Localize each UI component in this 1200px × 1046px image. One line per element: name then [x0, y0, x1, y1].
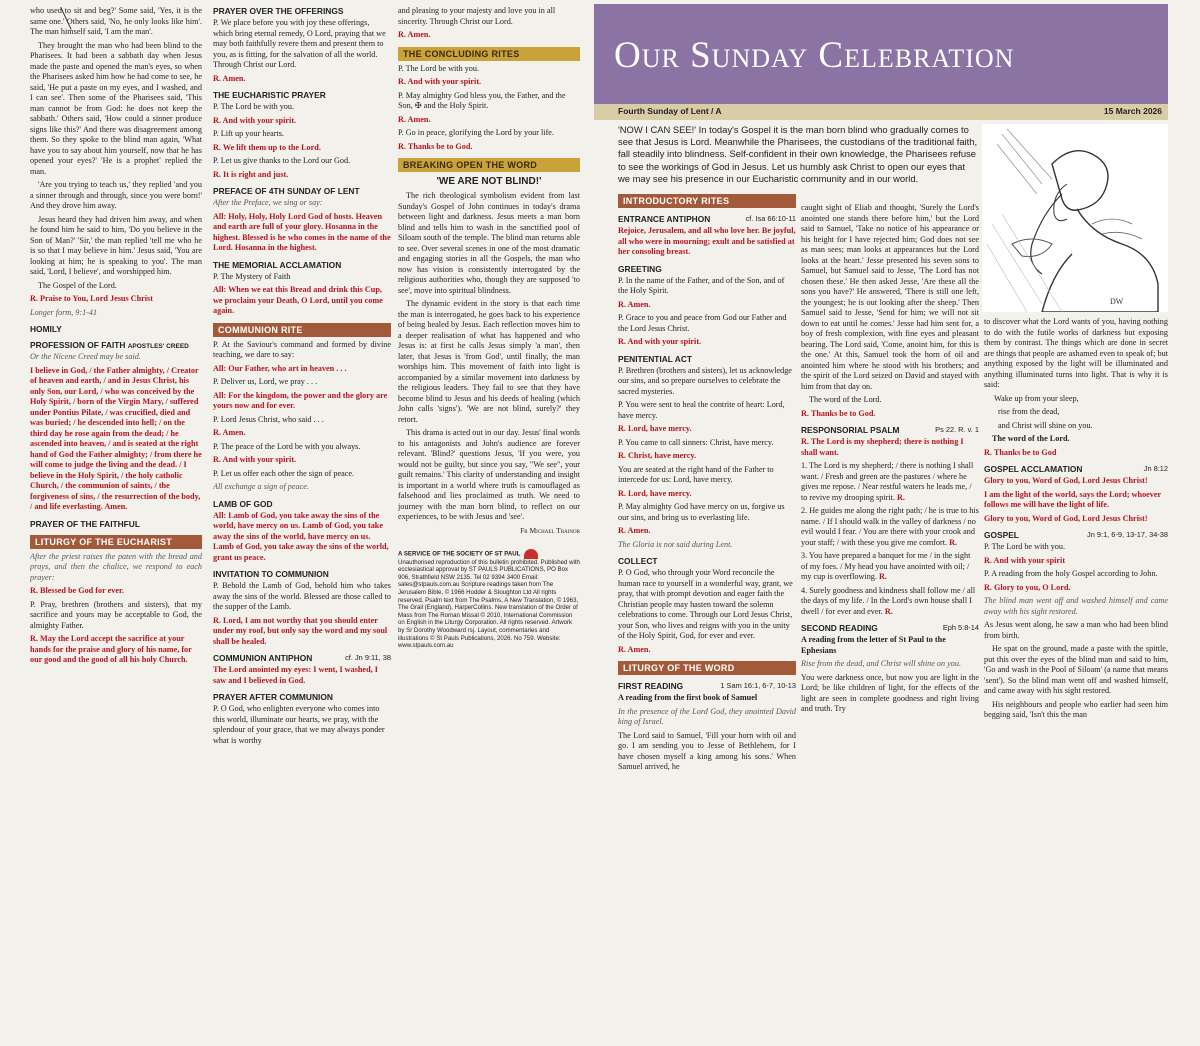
intro-text: 'NOW I CAN SEE!' In today's Gospel it is the man born blind who gradually comes to see that Jesus is Lord. Meanwhile the Pharisees, the custodians of the traditional faith, fall steadily into blindness. Self-confident in their own knowledge, the Pharisees refuse to see the workings of God in Jesus. Let us humbly ask Christ to open our eyes that we may see his presence in our Eucharistic community and in our world.: [618, 124, 978, 184]
acclamation: Glory to you, Word of God, Lord Jesus Christ!: [984, 513, 1148, 523]
response: R. And with your spirit.: [213, 115, 297, 125]
psalm-heading: RESPONSORIAL PSALM Ps 22. R. v. 1: [801, 425, 979, 435]
creed-heading: PROFESSION OF FAITH APOSTLES' CREED: [30, 340, 189, 350]
prayer-faithful-heading: PRAYER OF THE FAITHFUL: [30, 518, 140, 529]
communion-antiphon: The Lord anointed my eyes: I went, I washed, I saw and I believed in God.: [213, 665, 378, 685]
apostles-creed: I believe in God, / the Father almighty, / Creator of heaven and earth, / and in Jesus Christ, his only Son, our Lord, / who was conceived by the Holy Spirit, / born of the Virgin Mary, / suffered under Pontius Pilate, / was crucified, died and was buried; / he descended into hell; / on the third day he rose again from the dead; / he ascended into heaven, / and is seated at the right hand of God the Father almighty; / from there he will come to judge the living and the dead. / I believe in the Holy Spirit, / the holy catholic Church, / the communion of saints, / the forgiveness of sins, / the resurrection of the body, / and life everlasting. Amen.: [30, 365, 202, 511]
first-reading: The Lord said to Samuel, 'Fill your horn with oil and go. I am sending you to Jesse of Bethlehem, for I have chosen myself a king among his sons.' When Samuel arrived, he: [618, 730, 796, 771]
washing-figure-icon: [982, 124, 1168, 312]
response: R. We lift them up to the Lord.: [213, 142, 321, 152]
peace-note: All exchange a sign of peace.: [213, 482, 309, 491]
homily-heading: HOMILY: [30, 324, 62, 334]
line: P. May almighty God have mercy on us, forgive us our sins, and bring us to everlasting life.: [618, 502, 785, 522]
occasion-bar: [594, 104, 1168, 120]
memorial-heading: THE MEMORIAL ACCLAMATION: [213, 259, 342, 270]
band-liturgy-eucharist: LITURGY OF THE EUCHARIST: [30, 535, 202, 549]
article-title: 'WE ARE NOT BLIND!': [436, 176, 542, 187]
line: P. Go in peace, glorifying the Lord by your life.: [398, 128, 554, 137]
column-4b: [801, 197, 979, 1046]
article-text: The rich theological symbolism evident from last Sunday's Gospel of John continues in today's drama between light and darkness. Jesus meets a man born blind and tells him to wash in the sanctified pool of Siloam south of the temple. The blind man returns able to see. Over several scenes in one of the most dramatic and engaging stories in all the Gospels, the man who now has vision is consistently interrogated by the religious authorities who, though they are supposed 'to see', move into spiritual blindness.: [398, 191, 580, 295]
preface-note: After the Preface, we sing or say:: [213, 198, 323, 207]
response: All: Our Father, who art in heaven . . .: [213, 363, 347, 373]
word-of-lord: The word of the Lord.: [809, 395, 882, 404]
response: R. And with your spirit.: [618, 337, 702, 346]
prayer-cont: and pleasing to your majesty and love you in all sincerity. Through Christ our Lord.: [398, 6, 556, 26]
line: P. You were sent to heal the contrite of heart: Lord, have mercy.: [618, 400, 785, 420]
second-reading-cont: to discover what the Lord wants of you, having nothing to do with the futile works of darkness but exposing them by contrast. The things which are done in secret are things that people are ashamed even to speak of; but anything exposed by the light will be illuminated and anything illuminated turns into light. That is why it is said:: [984, 317, 1168, 389]
gospel-end: The Gospel of the Lord.: [38, 280, 117, 290]
creed-note: Or the Nicene Creed may be said.: [30, 352, 141, 361]
second-reading-heading: SECOND READING Eph 5:8-14: [801, 623, 979, 633]
line: P. A reading from the holy Gospel according to John.: [984, 569, 1158, 578]
line: P. The Lord be with you.: [213, 102, 295, 111]
response: R. Christ, have mercy.: [618, 451, 697, 460]
copyright-notice: Unauthorised reproduction of this bulletin prohibited. Published with ecclesiastical approval by ST PAULS PUBLICATIONS, PO Box 906, Strathfield NSW 2135. Tel 02 9394 3400 Email: sales@stpauls.com.au Scripture readings taken from The Jerusalem Bible, © 1966 Hodder & Stoughton Ltd All rights reserved. Psalm text from The Psalms, A New Translation, © 1963, The Grail (England), HarperCollins. New translation of the Order of Mass from The Roman Missal © 2010, International Commission on English in the Liturgy Corporation. All rights reserved. Artwork by Sr Dorothy Woodward rsj. Layout, commentaries and illustrations © St Pauls Publications, 2026. No 759. Website: www.stpauls.com.au: [398, 558, 580, 650]
response: R. Amen.: [213, 428, 246, 437]
band-introductory-rites: INTRODUCTORY RITES: [618, 194, 796, 208]
gospel-text: As Jesus went along, he saw a man who had been blind from birth.: [984, 620, 1168, 640]
response: R. It is right and just.: [213, 169, 289, 179]
acclamation: Glory to you, Word of God, Lord Jesus Christ!: [984, 476, 1148, 485]
offerings-prayer: P. We place before you with joy these offerings, which bring eternal remedy, O Lord, praying that we may both faithfully revere them and present them to you, as is fitting, for the salvation of all the world. Through Christ our Lord.: [213, 18, 386, 69]
publisher-service: A SERVICE OF THE SOCIETY OF ST PAUL: [398, 549, 580, 559]
gospel-text: 'Are you trying to teach us,' they replied 'and you a sinner through and through, since you were born!' And they drove him away.: [30, 180, 202, 210]
line: P. Let us offer each other the sign of peace.: [213, 468, 355, 478]
line: You are seated at the right hand of the Father to intercede for us: Lord, have mercy.: [618, 464, 774, 484]
article-text: The dynamic evident in the story is that each time the man is interrogated, he goes back to his experience of being healed by Jesus. Each reflection moves him to a deeper realisation of what has happened and who Jesus is: at first he calls Jesus simply 'a man', then later, that Jesus is 'from God', until finally, the man worships him. This movement of faith into light is accompanied by a similar movement into darkness by the religious leaders. They fail to see that they have become blind to Jesus and his deeds of healing (which John calls 'signs'). 'We are not blind, surely?' they retort.: [398, 299, 580, 424]
line: P. At the Saviour's command and formed by divine teaching, we dare to say:: [213, 339, 391, 359]
first-reading-cont: caught sight of Eliab and thought, 'Surely the Lord's anointed one stands there before him,' but the Lord said to Samuel, 'Take no notice of his appearance or his height for I have rejected him; God does not see as man sees; man looks at appearances but the Lord looks at the heart.' Jesse presented his seven sons to Samuel, but Samuel said to Jesse, 'The Lord has not chosen these.' He then asked Jesse, 'Are these all the sons you have?' He answered, 'There is still one left, the youngest; he is out looking after the sheep.' Then Samuel said to Jesse, 'Send for him; we will not sit down to eat until he comes.' Jesse had him sent for, a boy of fresh complexion, with fine eyes and pleasant bearing. The Lord said, 'Come, anoint him, for this is the one.' At this, Samuel took the horn of oil and anointed him where he stood with his brothers; and the spirit of the Lord seized on David and stayed with him from that day on.: [801, 203, 979, 391]
sanctus: All: Holy, Holy, Holy Lord God of hosts. Heaven and earth are full of your glory. Hosanna in the highest. Blessed is he who comes in the name of the Lord. Hosanna in the highest.: [213, 211, 391, 252]
psalm-verse: 3. You have prepared a banquet for me / in the sight of my foes. / My head you have anointed with oil; / my cup is overflowing. R.: [801, 551, 971, 581]
response: R. Lord, have mercy.: [618, 424, 692, 433]
masthead: [594, 4, 1168, 104]
article-text: This drama is acted out in our day. Jesus' final words to his antagonists and John's audience are forever relevant. 'Blind?' questions Jesus, 'If you were, you would not be guilty, but since you say, "We see", your guilt remains.' This clarity of understanding and insight is important in a world where truth is camouflaged as falsehood and lies proclaimed as truth. We need to journey with the man born blind, to reflect on our experiences, to be with Jesus and 'see'.: [398, 428, 580, 521]
lamb-of-god: All: Lamb of God, you take away the sins of the world, have mercy on us. Lamb of God, you take away the sins of the world, have mercy on us. Lamb of God, you take away the sins of the world, grant us peace.: [213, 510, 389, 562]
amen: R. Amen.: [213, 73, 246, 83]
line: P. Deliver us, Lord, we pray . . .: [213, 377, 318, 386]
offerings-heading: PRAYER OVER THE OFFERINGS: [213, 6, 344, 16]
first-reading-note: In the presence of the Lord God, they anointed David king of Israel.: [618, 706, 796, 726]
blind-man-illustration: [982, 124, 1168, 312]
gospel-response: R. Praise to You, Lord Jesus Christ: [30, 294, 153, 303]
response: R. Amen.: [618, 644, 651, 654]
bulletin-title: Our Sunday Celebration: [614, 35, 1015, 76]
gospel-text: His neighbours and people who earlier had seen him begging said, 'Isn't this the man: [984, 699, 1168, 719]
eucharistic-prayer-heading: THE EUCHARISTIC PRAYER: [213, 90, 326, 100]
artist-signature: DW: [1110, 297, 1124, 306]
amen: R. Amen.: [398, 30, 431, 39]
psalm-response: R. The Lord is my shepherd; there is nothing I shall want.: [801, 437, 964, 457]
longer-form-note: Longer form, 9:1-41: [30, 307, 98, 317]
gospel-heading: GOSPEL Jn 9:1, 6-9, 13-17, 34-38: [984, 530, 1168, 540]
line: P. Let us give thanks to the Lord our God.: [213, 156, 351, 165]
band-breaking-word: BREAKING OPEN THE WORD: [398, 158, 580, 172]
column-1: [30, 0, 202, 849]
gospel-note: The blind man went off and washed himself and came away with his sight restored.: [984, 596, 1168, 616]
invitation-response: R. Lord, I am not worthy that you should enter under my roof, but only say the word and my soul shall be healed.: [213, 615, 388, 646]
eucharist-note: After the priest raises the paten with the bread and prays, and then the chalice, we respond to each prayer:: [30, 551, 202, 582]
column-4: [618, 188, 796, 1037]
eucharist-prayer: P. Pray, brethren (brothers and sisters), that my sacrifice and yours may be acceptable to God, the almighty Father.: [30, 599, 202, 630]
after-communion-heading: PRAYER AFTER COMMUNION: [213, 692, 333, 702]
response: R. And with your spirit.: [213, 455, 297, 464]
invitation-heading: INVITATION TO COMMUNION: [213, 569, 329, 579]
response: R. Amen.: [618, 526, 651, 535]
line: P. Brethren (brothers and sisters), let us acknowledge our sins, and so prepare ourselves to celebrate the sacred mysteries.: [618, 365, 792, 396]
line: P. The peace of the Lord be with you always.: [213, 441, 361, 451]
second-reading-note: Rise from the dead, and Christ will shine on you.: [801, 659, 962, 668]
psalm-verse: 1. The Lord is my shepherd; / there is nothing I shall want. / Fresh and green are the pastures / where he gives me repose. / Near restful waters he leads me, / to revive my drooping spirit. R.: [801, 461, 974, 502]
verse: rise from the dead,: [998, 407, 1060, 416]
greeting-heading: GREETING: [618, 263, 662, 274]
psalm-verse: 2. He guides me along the right path; / he is true to his name. / If I should walk in the valley of darkness / no evil would I fear. / You are there with your crook and your staff; / with these you give me comfort. R.: [801, 506, 979, 547]
eucharist-response: R. May the Lord accept the sacrifice at your hands for the praise and glory of his name, for our good and the good of all his holy Church.: [30, 634, 192, 664]
gospel-text: Jesus heard they had driven him away, and when he found him he said to him, 'Do you believe in the Son of Man?' 'Sir,' the man replied 'tell me who he is so that I may believe in him.' Jesus said, 'You are looking at him; he is speaking to you'. The man said, 'Lord, I believe', and worshipped him.: [30, 214, 202, 276]
second-reading-source: A reading from the letter of St Paul to the Ephesians: [801, 635, 946, 655]
band-concluding-rites: THE CONCLUDING RITES: [398, 47, 580, 61]
gospel-text: who used to sit and beg?' Some said, 'Yes, it is the same one.' Others said, 'No, he only looks like him'. The man himself said, 'I am the man'.: [30, 6, 202, 36]
verse: Wake up from your sleep,: [994, 393, 1079, 403]
first-reading-heading: FIRST READING 1 Sam 16:1, 6-7, 10-13: [618, 681, 796, 691]
response: R. Amen.: [618, 299, 651, 309]
verse: and Christ will shine on you.: [998, 420, 1093, 430]
response: All: For the kingdom, the power and the glory are yours now and for ever.: [213, 390, 388, 410]
acclamation: I am the light of the world, says the Lord; whoever follows me will have the light of life.: [984, 489, 1162, 509]
entrance-antiphon-heading: ENTRANCE ANTIPHON cf. Isa 66:10-11: [618, 214, 796, 224]
line: P. The Lord be with you.: [984, 542, 1066, 551]
collect-heading: COLLECT: [618, 556, 658, 566]
first-reading-source: A reading from the first book of Samuel: [618, 693, 758, 702]
gospel-text: They brought the man who had been blind to the Pharisees. It had been a sabbath day when Jesus made the paste and opened the man's eyes, so when the Pharisees asked him how he had come to see, he said, 'He put a paste on my eyes, and I washed, and I can see'. Then some of the Pharisees said, 'This man cannot be from God: he does not keep the sabbath.' Others said, 'How could a sinner produce signs like this?' And there was disagreement among them. So they spoke to the blind man again, 'What have you to say about him yourself, now that he has opened your eyes?' 'He is a prophet' replied the man.: [30, 40, 202, 176]
response: R. Lord, have mercy.: [618, 488, 692, 498]
occasion: Fourth Sunday of Lent / A: [618, 106, 722, 116]
st-pauls-logo-icon: [524, 549, 538, 559]
response: R. Thanks be to God.: [398, 141, 473, 151]
line: P. You came to call sinners: Christ, have mercy.: [618, 437, 774, 447]
communion-antiphon-heading: COMMUNION ANTIPHON cf. Jn 9:11, 38: [213, 653, 391, 663]
response: R. Thanks be to God.: [801, 408, 876, 418]
gospel-acclamation-heading: GOSPEL ACCLAMATION Jn 8:12: [984, 464, 1168, 474]
gospel-text: He spat on the ground, made a paste with the spittle, put this over the eyes of the blind man and said to him, 'Go and wash in the Pool of Siloam' (a name that means 'sent'). So the blind man went off and washed himself, and came away with his sight restored.: [984, 644, 1168, 695]
invitation: P. Behold the Lamb of God, behold him who takes away the sins of the world. Blessed are those called to the supper of the Lamb.: [213, 581, 391, 611]
lamb-heading: LAMB OF GOD: [213, 498, 273, 509]
column-3: [398, 0, 580, 849]
second-reading: You were darkness once, but now you are light in the Lord; be like children of light, for the effects of the light are seen in complete goodness and right living and truth. Try: [801, 672, 979, 713]
line: P. Grace to you and peace from God our Father and the Lord Jesus Christ.: [618, 313, 787, 333]
eucharist-response: R. Blessed be God for ever.: [30, 586, 124, 595]
response: R. Amen.: [398, 114, 431, 124]
psalm-verse: 4. Surely goodness and kindness shall follow me / all the days of my life. / In the Lord's own house shall I dwell / for ever and ever. R.: [801, 585, 976, 616]
band-liturgy-word: LITURGY OF THE WORD: [618, 661, 796, 675]
collect: P. O God, who through your Word reconcile the human race to yourself in a wonderful way, grant, we pray, that with prompt devotion and eager faith the Christian people may hasten toward the solemn celebrations to come. Through our Lord Jesus Christ, your Son, who lives and reigns with you in the unity of the Holy Spirit, God, for ever and ever.: [618, 568, 793, 640]
response: R. Thanks be to God: [984, 447, 1057, 457]
line: P. May almighty God bless you, the Father, and the Son, ✠ and the Holy Spirit.: [398, 90, 566, 110]
line: P. In the name of the Father, and of the Son, and of the Holy Spirit.: [618, 275, 785, 295]
response: R. And with your spirit.: [398, 77, 482, 86]
entrance-antiphon: Rejoice, Jerusalem, and all who love her. Be joyful, all who were in mourning; exult and be satisfied at her consoling breast.: [618, 226, 796, 256]
response: R. Glory to you, O Lord.: [984, 582, 1071, 592]
date: 15 March 2026: [1103, 106, 1162, 116]
preface-heading: PREFACE OF 4TH SUNDAY OF LENT: [213, 186, 360, 196]
word-of-lord: The word of the Lord.: [992, 434, 1070, 443]
band-communion-rite: COMMUNION RITE: [213, 323, 391, 337]
column-5: [984, 315, 1168, 849]
gloria-note: The Gloria is not said during Lent.: [618, 539, 733, 549]
response: R. And with your spirit: [984, 555, 1066, 565]
line: P. The Mystery of Faith: [213, 271, 291, 281]
line: P. The Lord be with you.: [398, 63, 480, 73]
line: P. Lord Jesus Christ, who said . . .: [213, 414, 324, 424]
memorial-response: All: When we eat this Bread and drink this Cup, we proclaim your Death, O Lord, until you come again.: [213, 285, 383, 315]
after-communion-prayer: P. O God, who enlighten everyone who comes into this world, illuminate our hearts, we pray, with the splendour of your grace, that we may always ponder what is worthy: [213, 704, 385, 745]
column-2: [213, 0, 391, 849]
article-author: Fr Michael Trainor: [520, 525, 580, 535]
line: P. Lift up your hearts.: [213, 129, 284, 138]
penitential-heading: PENITENTIAL ACT: [618, 353, 692, 364]
